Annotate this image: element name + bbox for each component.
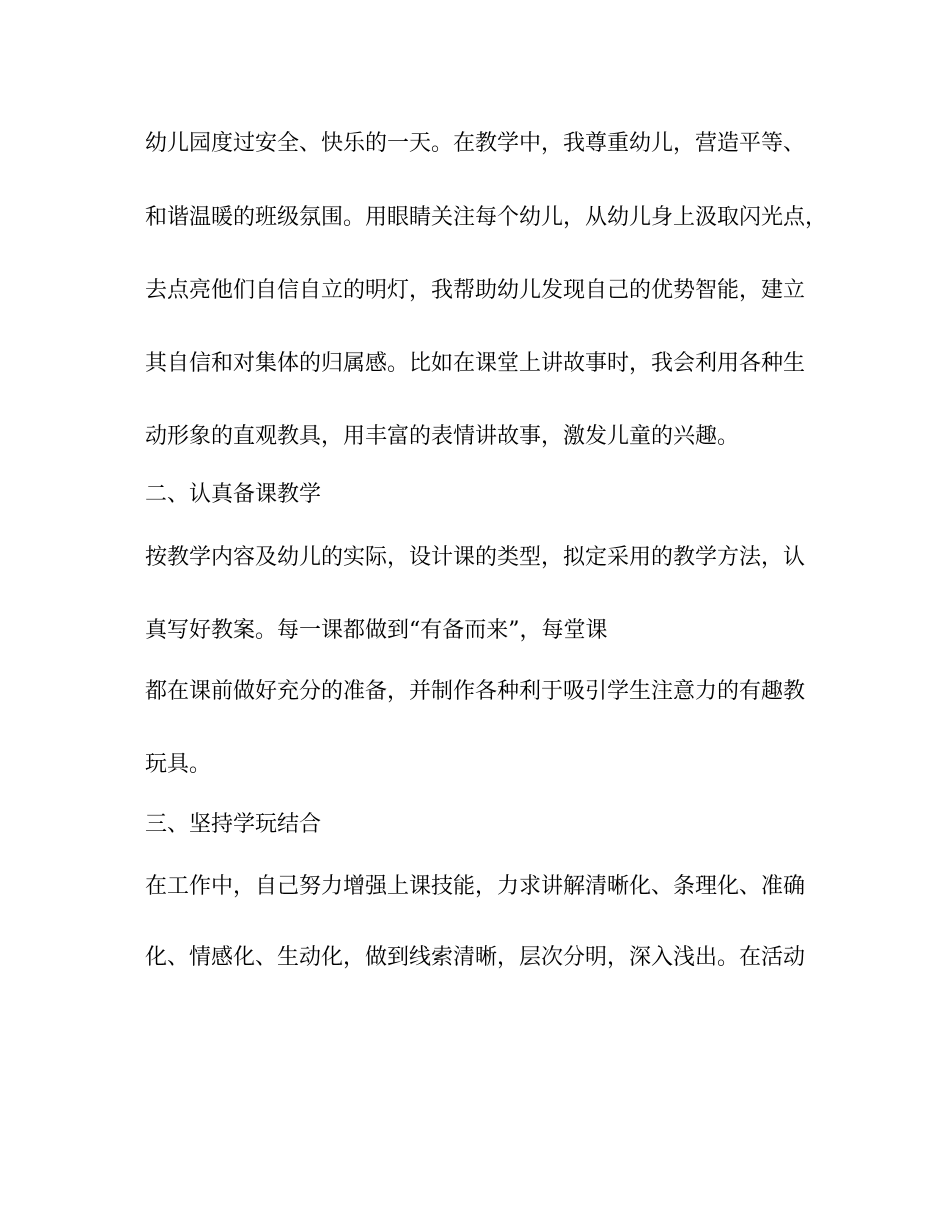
paragraph-line: 按教学内容及幼儿的实际，设计课的类型，拟定采用的教学方法，认 — [145, 545, 806, 570]
paragraph-line: 玩具。 — [145, 752, 212, 777]
paragraph-line: 去点亮他们自信自立的明灯，我帮助幼儿发现自己的优势智能，建立 — [145, 278, 806, 303]
paragraph-line: 幼儿园度过安全、快乐的一天。在教学中，我尊重幼儿，营造平等、 — [145, 131, 806, 156]
paragraph-line: 都在课前做好充分的准备，并制作各种利于吸引学生注意力的有趣教 — [145, 679, 806, 704]
paragraph-line: 真写好教案。每一课都做到“有备而来”，每堂课 — [145, 618, 608, 643]
paragraph-line: 和谐温暖的班级氛围。用眼睛关注每个幼儿，从幼儿身上汲取闪光点， — [145, 205, 828, 230]
paragraph-line: 化、情感化、生动化，做到线索清晰，层次分明，深入浅出。在活动 — [145, 945, 806, 970]
paragraph-line: 在工作中，自己努力增强上课技能，力求讲解清晰化、条理化、准确 — [145, 874, 806, 899]
paragraph-line: 其自信和对集体的归属感。比如在课堂上讲故事时，我会利用各种生 — [145, 351, 806, 376]
paragraph-line: 动形象的直观教具，用丰富的表情讲故事，激发儿童的兴趣。 — [145, 424, 740, 449]
section-heading: 二、认真备课教学 — [145, 482, 322, 507]
section-heading: 三、坚持学玩结合 — [145, 812, 322, 837]
